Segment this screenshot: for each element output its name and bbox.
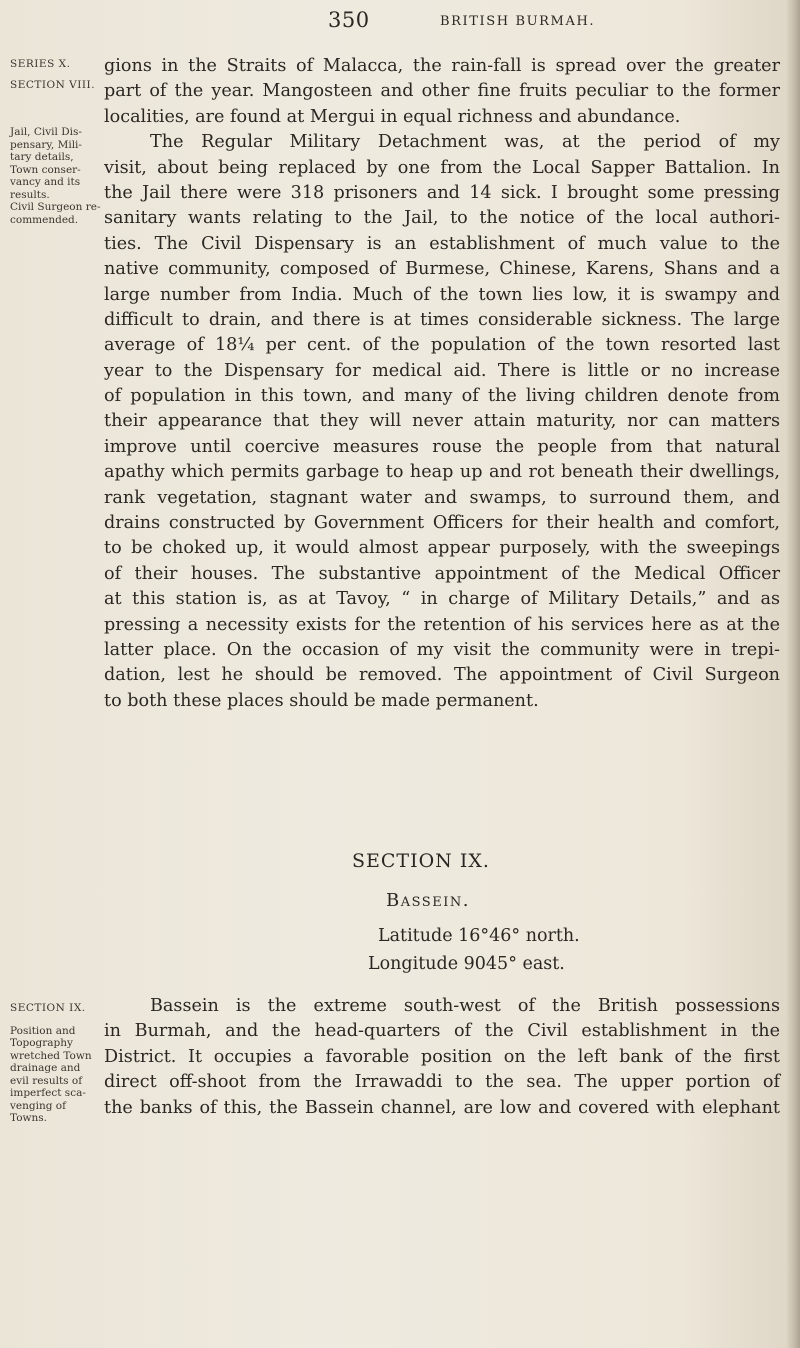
text-line: drains constructed by Government Officers for their health and comfort, xyxy=(104,513,780,534)
text-line: ties. The Civil Dispensary is an establishment of much value to the xyxy=(104,233,780,254)
margin-note-line: Position and xyxy=(10,1024,76,1037)
longitude: Longitude 9045° east. xyxy=(368,954,565,974)
margin-note-line: wretched Town xyxy=(10,1049,92,1062)
margin-note-line: commended. xyxy=(10,213,79,226)
text-line: the Jail there were 318 prisoners and 14 sick. I brought some pressing xyxy=(104,182,780,203)
text-line: visit, about being replaced by one from the Local Sapper Battalion. In xyxy=(104,157,780,178)
text-line: average of 18¼ per cent. of the population of the town resorted last xyxy=(104,335,780,356)
text-line: of population in this town, and many of the living children denote from xyxy=(104,386,780,407)
body-paragraphs xyxy=(104,54,780,714)
text-line: latter place. On the occasion of my visit the community were in trepi- xyxy=(104,639,780,660)
margin-note-line: SERIES X. xyxy=(10,58,71,70)
text-line: direct off-shoot from the Irrawaddi to the sea. The upper portion of xyxy=(104,1072,780,1093)
text-line: Bassein is the extreme south-west of the British possessions xyxy=(150,996,780,1016)
margin-note-line: imperfect sca- xyxy=(10,1087,86,1099)
running-title: BRITISH BURMAH. xyxy=(440,14,596,29)
margin-note-line: results. xyxy=(10,188,50,201)
text-line: rank vegetation, stagnant water and swamps, to surround them, and xyxy=(104,487,780,508)
text-line: gions in the Straits of Malacca, the rain-fall is spread over the greater xyxy=(104,56,780,76)
margin-note-line: venging of xyxy=(10,1099,67,1112)
text-line: District. It occupies a favorable position on the left bank of the first xyxy=(104,1046,780,1067)
text-line: of their houses. The substantive appointment of the Medical Officer xyxy=(104,563,780,584)
margin-note-line: Towns. xyxy=(10,1112,47,1124)
text-line: localities, are found at Mergui in equal richness and abundance. xyxy=(104,106,681,127)
section-heading: SECTION IX. xyxy=(352,850,490,872)
margin-note-line: SECTION VIII. xyxy=(10,78,96,91)
text-line: part of the year. Mangosteen and other fine fruits peculiar to the former xyxy=(104,81,780,102)
section-paragraph xyxy=(104,994,780,1121)
section-place: Bassein. xyxy=(386,890,470,911)
section-heading-block xyxy=(104,850,780,990)
text-line: native community, composed of Burmese, Chinese, Karens, Shans and a xyxy=(104,259,780,280)
text-line: in Burmah, and the head-quarters of the Civil establishment in the xyxy=(104,1021,780,1042)
margin-note-line: drainage and xyxy=(10,1062,81,1074)
text-line: improve until coercive measures rouse the people from that natural xyxy=(104,436,780,457)
margin-note-line: Town conser- xyxy=(10,163,81,176)
text-line: apathy which permits garbage to heap up and rot beneath their dwellings, xyxy=(104,462,780,483)
page-edge-shadow xyxy=(786,0,800,1348)
margin-note-line: tary details, xyxy=(10,151,74,163)
text-line: to be choked up, it would almost appear purposely, with the sweepings xyxy=(104,538,780,559)
margin-note-line: Civil Surgeon re- xyxy=(10,201,101,213)
margin-note-bassein xyxy=(10,1002,98,1125)
text-line: year to the Dispensary for medical aid. There is little or no increase xyxy=(104,360,780,381)
text-line: dation, lest he should be removed. The appointment of Civil Surgeon xyxy=(104,665,780,686)
text-line: difficult to drain, and there is at times considerable sickness. The large xyxy=(104,309,780,330)
text-line: the banks of this, the Bassein channel, are low and covered with elephant xyxy=(104,1097,780,1118)
margin-note-series xyxy=(10,58,98,91)
margin-note-line: evil results of xyxy=(10,1074,83,1087)
margin-note-line: vancy and its xyxy=(10,176,81,188)
latitude: Latitude 16°46° north. xyxy=(378,926,580,946)
text-line: The Regular Military Detachment was, at the period of my xyxy=(150,132,780,153)
text-line: pressing a necessity exists for the retention of his services here as at the xyxy=(104,614,780,635)
text-line: their appearance that they will never attain maturity, nor can matters xyxy=(104,411,780,432)
margin-note-jail xyxy=(10,126,101,226)
text-line: to both these places should be made permanent. xyxy=(104,690,539,711)
margin-note-line: pensary, Mili- xyxy=(10,138,82,151)
text-line: large number from India. Much of the town lies low, it is swampy and xyxy=(104,284,780,305)
margin-note-line: SECTION IX. xyxy=(10,1002,86,1014)
text-line: sanitary wants relating to the Jail, to the notice of the local authori- xyxy=(104,208,780,229)
running-head xyxy=(0,8,800,34)
page-number: 350 xyxy=(328,8,370,32)
margin-note-line: Topography xyxy=(10,1037,73,1049)
text-line: at this station is, as at Tavoy, “ in charge of Military Details,” and as xyxy=(104,589,780,610)
margin-note-line: Jail, Civil Dis- xyxy=(10,126,82,138)
